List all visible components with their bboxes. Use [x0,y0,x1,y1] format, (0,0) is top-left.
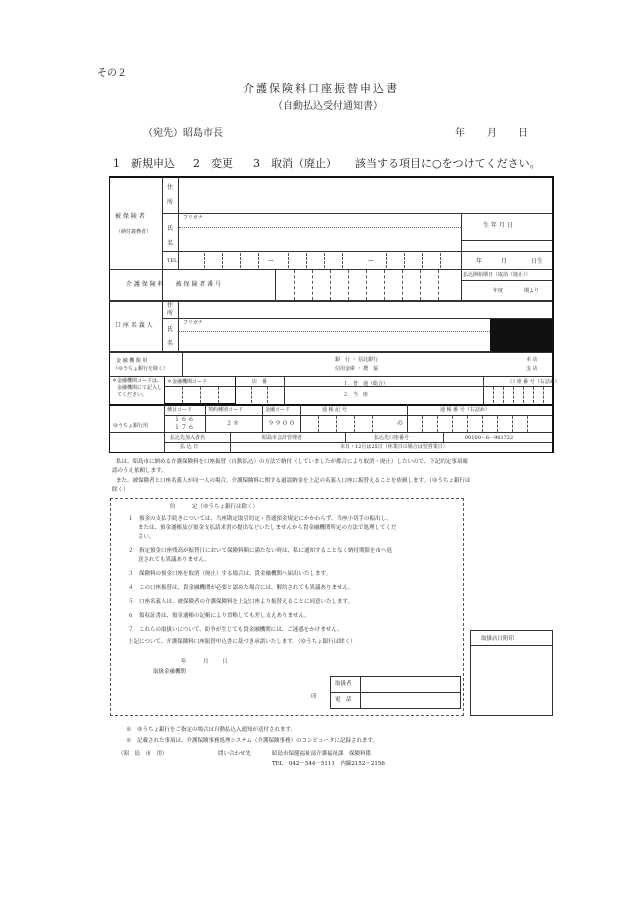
bank-type-ginko[interactable]: 銀 行 ・ 信託銀行 [335,357,379,363]
birth-month-label: 月 [501,258,508,265]
birth-year-label: 年 [476,258,483,265]
bank-type-shinkin[interactable]: 信用金庫 ・ 農 協 [335,366,379,372]
yucho-code-176: １７６ [174,424,196,431]
bank-sublabel: （ゆうちょ銀行を除く） [113,366,169,372]
phone-label: 電 話 [335,697,352,703]
start-ki-label: 期より [524,288,540,294]
birth-date-label: 生 年 月 日 [483,222,513,229]
form-subtitle: （自動払込受付通知書） [273,101,383,112]
payee-account-label: 払込先口座番号 [374,435,410,441]
payee-label: 払込先加入者名 [170,435,206,441]
seal-label: 印 [311,694,317,700]
handler-label: 取扱者 [335,681,352,687]
term-4: ４ この口座振替は、貴金融機関が必要と認めた場合には、解約されても異議ありません。 [128,585,354,591]
due-date-label: 払 込 日 [180,444,199,450]
insured-name-field[interactable] [180,229,460,250]
yucho-contract-code: ２８ [226,420,241,427]
option-instruction: 該当する項目に○をつけてください。 [355,157,541,170]
payee-name: 昭島市会計管理者 [262,435,303,441]
bank-note-2: 金融機関にて記入し [117,385,163,391]
term-3: ３ 保険料の預金口座を取消（廃止）する場合は、貴金融機関へ届出いたします。 [128,571,332,577]
holder-address-label: 住 [167,302,174,309]
option-cancel[interactable]: 3 取消（廃止） [253,157,337,170]
payee-account-number: 00100－6－961722 [465,435,514,441]
tel-dash-1: — [268,257,274,264]
footer-note-2: ※ 記載された事項は、介護保険事務処理システム（介護保険事務）のコンピュータに記録されます。 [126,738,379,744]
term-6: ６ 領収証書は、預金通帳の記帳により省略しても差し支えありません。 [128,613,310,619]
insured-address-label-2: 所 [167,199,174,206]
term-1c: さい。 [138,534,155,540]
insured-name-label: 氏 [167,225,174,232]
phone-field[interactable] [361,693,460,708]
footer-contact-tel: TEL 042－544－5111 内線2152・2156 [272,761,385,767]
kaigo-number-label: 介 護 保 険 料 被 保 険 者 番 号 [126,281,222,288]
bank-note-3: てください。 [117,392,148,398]
yucho-no-char: の [397,420,404,427]
insured-tel-label: TEL [167,258,178,264]
account-number-field[interactable] [484,387,551,403]
yucho-label: ゆうちょ銀行用 [113,423,149,429]
date-year-label: 年 [455,128,465,139]
notice-line-2: 認のうえ依頼します。 [112,468,167,474]
yucho-financial-code: ９９００ [268,420,297,427]
footer-note-1: ※ ゆうちょ銀行をご指定の場合は自動払込入通知が送付されます。 [126,727,297,733]
insured-label: 被 保 険 者 [115,213,145,220]
date-day-label: 日 [518,128,528,139]
holder-blackout-block [490,319,552,352]
yucho-kigo-field[interactable] [301,416,406,432]
term-2a: ２ 指定預金口座残高が振替日において保険料額に満たない時は、私に通知することなく納付期限を市へ返 [128,548,393,554]
insured-address-field[interactable] [180,179,550,212]
terms-heading: 約 定（ゆうちょ銀行は除く） [170,504,259,510]
term-5: ５ 口座名義人は、被保険者の介護保険料を上記口座より振替えることに同意いたします。 [128,599,354,605]
due-date-text: 末日・12月は25日（休業日の場合は翌営業日） [340,444,448,450]
page-number-label: その２ [97,68,127,79]
yucho-col-fincode: 金融コード [265,407,291,413]
addressee: （宛先）昭島市長 [143,128,223,139]
store-number-field[interactable] [236,387,284,403]
accept-month-label: 月 [203,659,209,665]
insured-address-label: 住 [167,184,174,191]
yucho-col-bango: 通 帳 番 号（右詰め） [440,407,490,413]
terms-closing: 上記について、介護保険料口座振替申込書に基づき承諾いたします。（ゆうちょ銀行は除く） [128,639,356,645]
holder-label: 口 座 名 義 人 [115,322,153,329]
yucho-col-shumoku: 種目コード [167,407,193,413]
holder-address-field[interactable] [180,302,550,317]
holder-name-label: 氏 [167,326,174,333]
insured-furigana-label: フリガナ [183,215,203,221]
holder-name-label-2: 名 [167,340,174,347]
bank-label: 金 融 機 関 用 [116,358,148,364]
footer-contact-dept: 昭島市保健福祉部介護福祉課 保険料係 [272,751,372,757]
branch-type-honten[interactable]: 本 店 [526,357,538,363]
form-title: 介護保険料口座振替申込書 [243,82,399,95]
holder-address-label-2: 所 [167,310,174,317]
handling-bank-label: 取扱金融機関 [153,669,187,675]
birth-day-label: 日生 [531,258,544,265]
footer-city-use: （昭 島 市 用） [118,751,168,757]
footer-contact-label: 問い合わせ先 [218,751,252,757]
insured-sublabel: （納付義務者） [116,229,152,235]
notice-line-3: また、被保険者と口座名義人が同一人の場合、介護保険料に関する過誤納金を上記の名義人口座に振替えることを依頼します。（ゆうちょ銀行は [116,478,471,484]
yucho-bango-field[interactable] [408,416,551,432]
kaigo-number-field[interactable] [276,270,460,300]
bank-note-1: ＊金融機関コードは、 [112,378,163,384]
insured-name-label-2: 名 [167,240,174,247]
start-nendo-label: 年度 [493,288,504,294]
bank-code-field[interactable] [165,387,235,403]
notice-line-4: 除く） [112,487,129,493]
holder-furigana-label: フリガナ [183,320,203,326]
accept-year-label: 年 [181,659,187,665]
account-type-current[interactable]: ２．当 座 [343,392,369,398]
branch-type-shiten[interactable]: 支 店 [526,366,538,372]
term-2b: 送されても異議ありません。 [138,557,210,563]
start-date-label: 払込開始期日（取消（廃止）） [463,272,531,278]
term-1b: または、預金通帳及び預金支払請求書の提出などいたしませんから貴金融機関所定の方法で処理してくだ [138,525,397,531]
accept-day-label: 日 [222,659,228,665]
term-1a: １ 預金の支払手続きについては、当座勘定取引約定・普通預金規定にかかわらず、当座小切手の振出し、 [128,516,392,522]
option-change[interactable]: 2 変更 [193,157,233,170]
notice-line-1: 私は、昭島市に納める介護保険料を口座振替（自動払込）の方法で納付（していましたが都合により取消・廃止）したいので、下記約定事項確 [116,459,468,465]
tel-dash-2: — [368,257,374,264]
term-7: ７ これらの取扱いについて、紛争が生じても貴金融機関には、ご迷惑をかけません。 [128,627,343,633]
branch-stamp-label: 取扱店日附印 [481,636,515,642]
date-month-label: 月 [487,128,497,139]
account-number-label: 口 座 番 号（右詰め） [510,379,560,385]
yucho-code-166: １６６ [174,416,196,423]
handler-field[interactable] [361,677,460,691]
account-type-ordinary[interactable]: １．普 通（総合） [343,381,389,387]
yucho-col-kigo: 通 帳 記 号 [322,407,347,413]
store-number-label: 店 番 [252,379,268,385]
option-new[interactable]: 1 新規申込 [113,157,175,170]
bank-code-label: ＊金融機関コード [167,379,208,385]
holder-name-field[interactable] [180,333,489,350]
yucho-col-contract: 契約種別コード [208,407,244,413]
birth-date-field[interactable] [462,241,551,268]
